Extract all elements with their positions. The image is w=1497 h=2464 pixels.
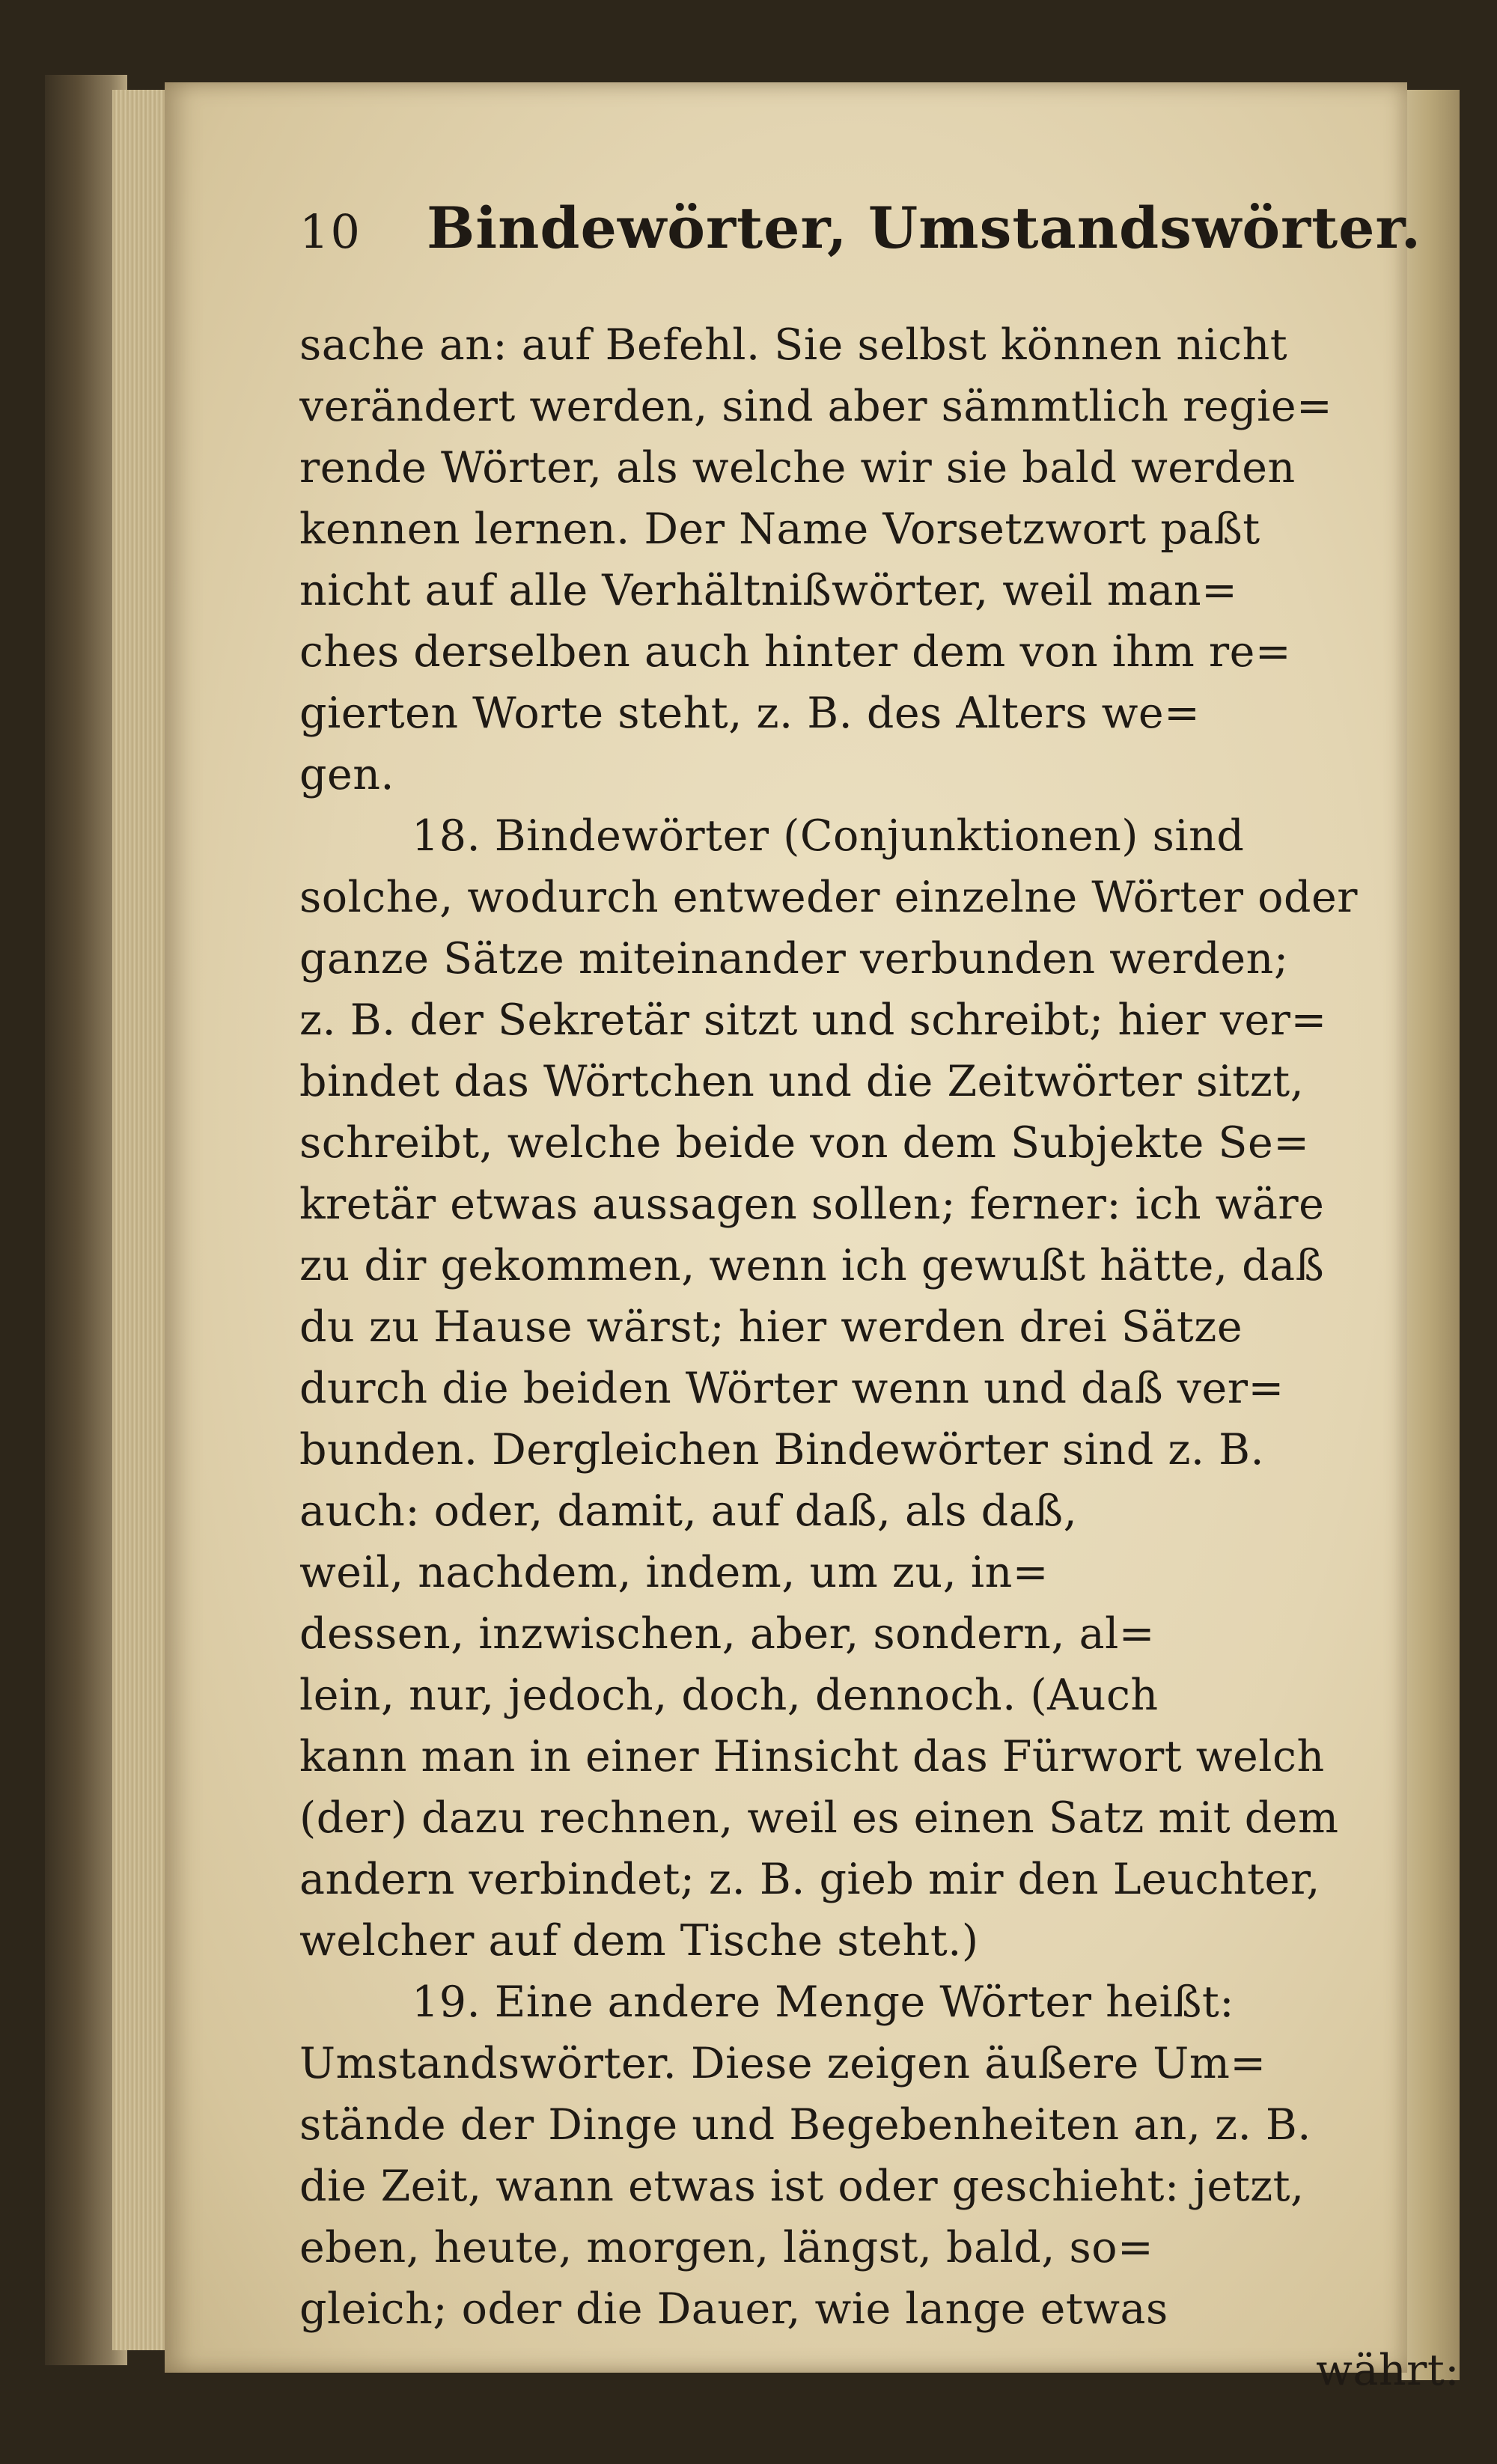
text-line: verändert werden, sind aber sämmtlich regie= [299,382,1333,431]
text-line: ches derselben auch hinter dem von ihm re= [299,627,1292,677]
body-text [299,314,1460,2401]
page-number: 10 [299,204,362,259]
text-line: auch: oder, damit, auf daß, als daß, [299,1486,1078,1536]
text-line: gen. [299,750,395,799]
text-line: kann man in einer Hinsicht das Fürwort welch [299,1732,1325,1781]
section-19-start: 19. Eine andere Menge Wörter heißt: [412,1977,1234,2027]
text-line: welcher auf dem Tische steht.) [299,1916,979,1966]
text-line: rende Wörter, als welche wir sie bald werden [299,443,1296,493]
text-line: gierten Worte steht, z. B. des Alters we= [299,689,1201,738]
running-head: Bindewörter, Umstandswörter. [427,195,1422,261]
page-content [299,195,1460,2401]
text-line: lein, nur, jedoch, doch, dennoch. (Auch [299,1671,1159,1720]
text-line: ganze Sätze miteinander verbunden werden; [299,934,1289,984]
text-line: stände der Dinge und Begebenheiten an, z. B. [299,2100,1311,2150]
text-line: dessen, inzwischen, aber, sondern, al= [299,1609,1156,1659]
page-sheet [165,82,1460,2395]
text-line: schreibt, welche beide von dem Subjekte Se= [299,1118,1310,1168]
text-line: du zu Hause wärst; hier werden drei Sätze [299,1302,1243,1352]
text-line: durch die beiden Wörter wenn und daß ver= [299,1364,1284,1413]
text-line: gleich; oder die Dauer, wie lange etwas [299,2284,1168,2334]
text-line: bunden. Dergleichen Bindewörter sind z. B. [299,1425,1265,1475]
text-line: bindet das Wörtchen und die Zeitwörter sitzt, [299,1057,1305,1106]
text-line: nicht auf alle Verhältnißwörter, weil man= [299,566,1238,615]
page-stack-left [112,90,172,2350]
section-18-start: 18. Bindewörter (Conjunktionen) sind [412,811,1245,861]
text-line: andern verbindet; z. B. gieb mir den Leuchter, [299,1855,1320,1904]
text-line: solche, wodurch entweder einzelne Wörter oder [299,873,1358,922]
text-line: sache an: auf Befehl. Sie selbst können nicht [299,320,1288,370]
text-line: (der) dazu rechnen, weil es einen Satz mit dem [299,1793,1339,1843]
text-line: die Zeit, wann etwas ist oder geschieht: jetzt, [299,2162,1305,2211]
text-line: z. B. der Sekretär sitzt und schreibt; hier ver= [299,995,1327,1045]
text-line: kennen lernen. Der Name Vorsetzwort paßt [299,504,1260,554]
text-line: Umstandswörter. Diese zeigen äußere Um= [299,2039,1266,2088]
text-line: eben, heute, morgen, längst, bald, so= [299,2223,1154,2272]
page-header [299,195,1460,284]
text-line: kretär etwas aussagen sollen; ferner: ich wäre [299,1180,1325,1229]
text-line: weil, nachdem, indem, um zu, in= [299,1548,1049,1597]
text-line: zu dir gekommen, wenn ich gewußt hätte, daß [299,1241,1325,1290]
catchword: währt: [1316,2346,1460,2395]
